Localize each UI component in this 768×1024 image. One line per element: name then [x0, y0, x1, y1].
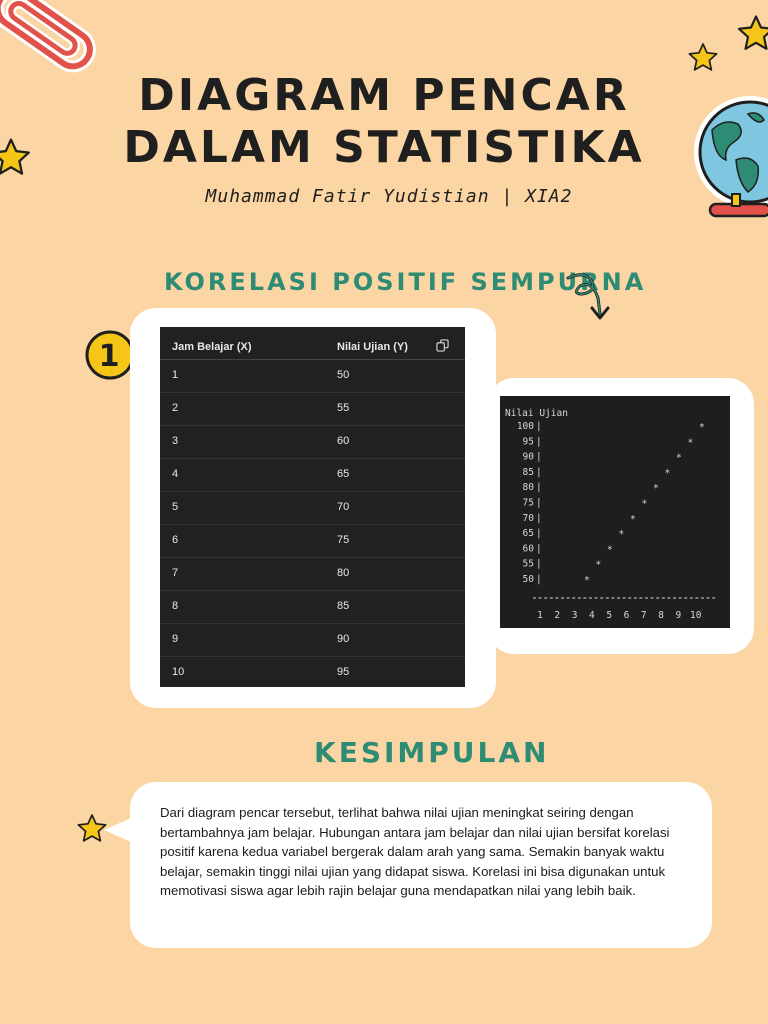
- x-tick-label: 1: [537, 610, 543, 621]
- number-badge-text: 1: [98, 339, 120, 374]
- y-axis-bar: |: [536, 466, 542, 478]
- y-tick-label: 100: [516, 421, 534, 432]
- data-point: *: [687, 437, 694, 449]
- cell-nilai-ujian: 95: [337, 666, 350, 678]
- plot-y-axis-label: Nilai Ujian: [505, 408, 568, 419]
- y-axis-bar: |: [536, 512, 542, 524]
- author-subtitle: Muhammad Fatir Yudistian | XIA2: [205, 186, 573, 207]
- x-tick-label: 2: [554, 610, 561, 621]
- y-axis-bar: |: [536, 543, 542, 555]
- data-point: *: [595, 559, 602, 571]
- x-tick-label: 8: [658, 610, 664, 621]
- column-header-y: Nilai Ujian (Y): [337, 341, 408, 353]
- y-tick-label: 65: [522, 528, 534, 540]
- scatter-plot: [500, 396, 730, 628]
- data-point: *: [653, 483, 659, 495]
- data-point: *: [676, 452, 682, 464]
- y-axis-bar: |: [536, 482, 542, 494]
- x-tick-label: 3: [571, 610, 578, 621]
- y-axis-bar: |: [536, 421, 542, 432]
- x-tick-label: 5: [606, 610, 613, 621]
- conclusion-text: Dari diagram pencar tersebut, terlihat bahwa nilai ujian meningkat seiring dengan bertambahnya jam belajar. Hubungan antara jam belajar dan nilai ujian bersifat korelasi positif karena kedua variabel bergerak dalam arah yang sama. Semakin banyak waktu belajar, semakin tinggi nilai ujian yang didapat siswa. Korelasi ini bisa digunakan untuk memotivasi siswa agar lebih rajin belajar guna mendapatkan nilai yang lebih baik.: [160, 805, 670, 899]
- cell-nilai-ujian: 80: [337, 567, 350, 579]
- cell-nilai-ujian: 70: [337, 501, 350, 513]
- cell-jam-belajar: 8: [172, 600, 179, 612]
- x-tick-label: 9: [675, 610, 682, 621]
- table-row: [160, 623, 465, 657]
- table-row: [160, 590, 465, 624]
- y-tick-label: 85: [522, 466, 534, 478]
- table-row: [160, 524, 465, 558]
- y-axis-bar: |: [536, 451, 542, 463]
- page-title-line-2: DALAM STATISTIKA: [123, 122, 645, 173]
- cell-nilai-ujian: 55: [337, 402, 350, 414]
- cell-nilai-ujian: 65: [337, 468, 350, 480]
- cell-jam-belajar: 3: [172, 435, 179, 447]
- table-row: [160, 392, 465, 426]
- data-point: *: [584, 575, 590, 586]
- copy-icon[interactable]: [436, 339, 449, 352]
- y-tick-label: 60: [522, 543, 534, 555]
- y-tick-label: 95: [522, 436, 534, 448]
- data-table: [160, 327, 465, 687]
- y-axis-bar: |: [536, 436, 542, 448]
- y-tick-label: 55: [522, 558, 534, 570]
- data-point: *: [607, 544, 613, 556]
- cell-nilai-ujian: 90: [337, 633, 350, 645]
- curly-arrow-icon: [564, 270, 612, 320]
- y-tick-label: 70: [522, 512, 534, 524]
- y-axis-bar: |: [536, 497, 542, 509]
- cell-jam-belajar: 10: [172, 666, 185, 678]
- section-heading-conclusion: KESIMPULAN: [314, 736, 550, 769]
- cell-jam-belajar: 7: [172, 567, 179, 579]
- cell-nilai-ujian: 50: [337, 369, 350, 381]
- y-tick-label: 75: [522, 497, 534, 509]
- table-row: [160, 491, 465, 525]
- y-tick-label: 90: [522, 451, 534, 463]
- star-icon: [76, 812, 108, 846]
- table-row: [160, 425, 465, 459]
- x-tick-label: 6: [623, 610, 630, 621]
- column-header-x: Jam Belajar (X): [172, 341, 252, 353]
- cell-jam-belajar: 6: [172, 534, 179, 546]
- y-axis-bar: |: [536, 574, 542, 585]
- cell-nilai-ujian: 85: [337, 600, 350, 612]
- y-axis-bar: |: [536, 558, 542, 570]
- star-icon: [736, 12, 768, 56]
- table-row: [160, 656, 465, 689]
- data-point: *: [618, 529, 625, 541]
- table-row: [160, 458, 465, 492]
- y-tick-label: 50: [522, 574, 534, 585]
- table-row: [160, 557, 465, 591]
- cell-nilai-ujian: 75: [337, 534, 350, 546]
- page-title-line-1: DIAGRAM PENCAR: [138, 70, 630, 121]
- cell-nilai-ujian: 60: [337, 435, 350, 447]
- cell-jam-belajar: 4: [172, 468, 179, 480]
- cell-jam-belajar: 2: [172, 402, 179, 414]
- data-point: *: [630, 513, 636, 525]
- x-tick-label: 7: [640, 610, 647, 621]
- x-tick-label: 4: [589, 610, 595, 621]
- cell-jam-belajar: 5: [172, 501, 179, 513]
- table-header: [160, 327, 465, 360]
- x-tick-label: 10: [689, 610, 702, 621]
- section-heading-positive-correlation: KORELASI POSITIF SEMPURNA: [164, 268, 647, 296]
- cell-jam-belajar: 1: [172, 369, 179, 381]
- data-point: *: [641, 498, 648, 510]
- data-point: *: [699, 422, 705, 433]
- y-axis-bar: |: [536, 528, 542, 540]
- number-badge-icon: [84, 329, 136, 381]
- table-row: [160, 359, 465, 393]
- y-tick-label: 80: [522, 482, 534, 494]
- data-point: *: [664, 467, 671, 479]
- cell-jam-belajar: 9: [172, 633, 179, 645]
